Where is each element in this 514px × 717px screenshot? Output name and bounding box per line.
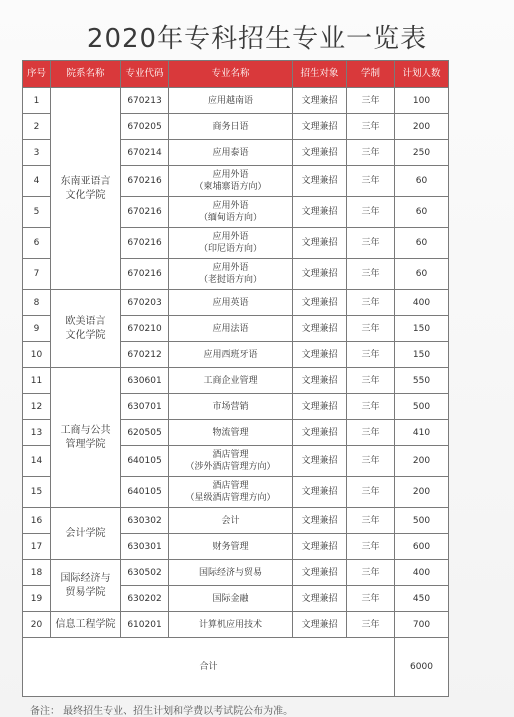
row-number: 2 — [23, 114, 51, 140]
major-code: 630302 — [121, 508, 169, 534]
study-years: 三年 — [347, 612, 395, 638]
major-name-line: （缅甸语方向） — [198, 213, 262, 223]
major-name-line: 商务日语 — [212, 121, 249, 132]
major-code: 640105 — [121, 477, 169, 508]
study-years: 三年 — [347, 259, 395, 290]
college-name — [51, 368, 121, 508]
study-years: 三年 — [347, 140, 395, 166]
enroll-target: 文理兼招 — [293, 140, 347, 166]
major-name-line: 应用外语 — [212, 263, 249, 273]
study-years: 三年 — [347, 88, 395, 114]
enroll-target: 文理兼招 — [293, 534, 347, 560]
row-number: 13 — [23, 420, 51, 446]
enroll-target: 文理兼招 — [293, 316, 347, 342]
plan-count: 400 — [395, 560, 449, 586]
major-code: 620505 — [121, 420, 169, 446]
enroll-target: 文理兼招 — [293, 560, 347, 586]
major-name — [169, 612, 293, 638]
major-code: 670216 — [121, 166, 169, 197]
major-code: 630301 — [121, 534, 169, 560]
table-body — [23, 88, 449, 697]
study-years: 三年 — [347, 394, 395, 420]
major-name — [169, 477, 293, 508]
study-years: 三年 — [347, 290, 395, 316]
college-name-line: 欧美语言 — [65, 315, 106, 327]
enroll-target: 文理兼招 — [293, 166, 347, 197]
total-row — [23, 638, 449, 697]
row-number: 15 — [23, 477, 51, 508]
header-college: 院系名称 — [51, 61, 121, 88]
college-name-line: 文化学院 — [65, 329, 106, 341]
header-years: 学制 — [347, 61, 395, 88]
major-name — [169, 446, 293, 477]
major-name-line: 酒店管理 — [212, 481, 249, 491]
college-name-line: 东南亚语言 — [60, 175, 111, 187]
row-number: 16 — [23, 508, 51, 534]
study-years: 三年 — [347, 368, 395, 394]
row-number: 19 — [23, 586, 51, 612]
major-code: 670214 — [121, 140, 169, 166]
enroll-target: 文理兼招 — [293, 446, 347, 477]
major-code: 630601 — [121, 368, 169, 394]
college-name-line: 贸易学院 — [65, 586, 106, 598]
major-name — [169, 342, 293, 368]
major-name — [169, 197, 293, 228]
major-code: 630202 — [121, 586, 169, 612]
plan-count: 60 — [395, 166, 449, 197]
plan-count: 150 — [395, 342, 449, 368]
major-name-line: 应用英语 — [212, 297, 249, 308]
plan-count: 600 — [395, 534, 449, 560]
major-name — [169, 560, 293, 586]
row-number: 4 — [23, 166, 51, 197]
major-name-line: 工商企业管理 — [203, 375, 258, 386]
study-years: 三年 — [347, 586, 395, 612]
college-name-line: 文化学院 — [65, 189, 106, 201]
major-name — [169, 259, 293, 290]
header-target: 招生对象 — [293, 61, 347, 88]
footnote: 备注： 最终招生专业、招生计划和学费以考试院公布为准。 — [30, 706, 294, 717]
major-name — [169, 316, 293, 342]
row-number: 1 — [23, 88, 51, 114]
study-years: 三年 — [347, 446, 395, 477]
enroll-target: 文理兼招 — [293, 290, 347, 316]
plan-count: 60 — [395, 197, 449, 228]
plan-count: 200 — [395, 446, 449, 477]
study-years: 三年 — [347, 166, 395, 197]
major-name-line: 应用泰语 — [212, 147, 249, 158]
study-years: 三年 — [347, 534, 395, 560]
major-name — [169, 586, 293, 612]
row-number: 6 — [23, 228, 51, 259]
study-years: 三年 — [347, 342, 395, 368]
header-row — [23, 61, 449, 88]
study-years: 三年 — [347, 477, 395, 508]
major-name-line: 应用法语 — [212, 323, 249, 334]
major-code: 670205 — [121, 114, 169, 140]
major-name-line: 物流管理 — [212, 427, 249, 438]
plan-count: 100 — [395, 88, 449, 114]
college-name — [51, 612, 121, 638]
enroll-target: 文理兼招 — [293, 477, 347, 508]
major-name-line: 市场营销 — [212, 401, 249, 412]
college-name — [51, 508, 121, 560]
major-name-line: 应用外语 — [212, 232, 249, 242]
major-name-line: 应用越南语 — [207, 95, 253, 106]
major-name-line: 应用外语 — [212, 201, 249, 211]
header-major: 专业名称 — [169, 61, 293, 88]
table-row — [23, 290, 449, 316]
major-code: 630701 — [121, 394, 169, 420]
row-number: 12 — [23, 394, 51, 420]
major-code: 670213 — [121, 88, 169, 114]
total-value: 6000 — [395, 638, 449, 697]
header-no: 序号 — [23, 61, 51, 88]
major-name — [169, 290, 293, 316]
enroll-target: 文理兼招 — [293, 342, 347, 368]
major-code: 670212 — [121, 342, 169, 368]
college-name-line: 工商与公共 — [60, 424, 111, 436]
table-row — [23, 560, 449, 586]
college-name — [51, 290, 121, 368]
major-name — [169, 88, 293, 114]
row-number: 20 — [23, 612, 51, 638]
row-number: 14 — [23, 446, 51, 477]
plan-count: 400 — [395, 290, 449, 316]
major-name-line: 应用外语 — [212, 170, 249, 180]
header-count: 计划人数 — [395, 61, 449, 88]
study-years: 三年 — [347, 114, 395, 140]
major-name-line: （涉外酒店管理方向） — [185, 462, 276, 472]
table-row — [23, 508, 449, 534]
enroll-target: 文理兼招 — [293, 394, 347, 420]
plan-count: 500 — [395, 508, 449, 534]
header-code: 专业代码 — [121, 61, 169, 88]
major-name-line: 财务管理 — [212, 541, 249, 552]
major-name-line: 会计 — [221, 515, 240, 526]
row-number: 8 — [23, 290, 51, 316]
plan-count: 60 — [395, 259, 449, 290]
plan-count: 700 — [395, 612, 449, 638]
college-name-line: 会计学院 — [65, 527, 106, 539]
enroll-target: 文理兼招 — [293, 259, 347, 290]
row-number: 10 — [23, 342, 51, 368]
major-name-line: （印尼语方向） — [198, 244, 262, 254]
plan-count: 200 — [395, 114, 449, 140]
plan-count: 250 — [395, 140, 449, 166]
row-number: 7 — [23, 259, 51, 290]
major-name — [169, 420, 293, 446]
college-name — [51, 560, 121, 612]
major-name-line: 国际经济与贸易 — [198, 567, 262, 578]
row-number: 3 — [23, 140, 51, 166]
major-name-line: 酒店管理 — [212, 450, 249, 460]
college-name-line: 信息工程学院 — [55, 618, 116, 630]
enroll-target: 文理兼招 — [293, 114, 347, 140]
table-row — [23, 612, 449, 638]
major-code: 670216 — [121, 259, 169, 290]
plan-count: 500 — [395, 394, 449, 420]
plan-count: 200 — [395, 477, 449, 508]
enroll-target: 文理兼招 — [293, 368, 347, 394]
study-years: 三年 — [347, 228, 395, 259]
major-name-line: （星级酒店管理方向） — [185, 493, 276, 503]
enroll-target: 文理兼招 — [293, 586, 347, 612]
major-code: 670203 — [121, 290, 169, 316]
major-name-line: 应用西班牙语 — [203, 349, 258, 360]
study-years: 三年 — [347, 508, 395, 534]
study-years: 三年 — [347, 560, 395, 586]
row-number: 11 — [23, 368, 51, 394]
major-name-line: （柬埔寨语方向） — [194, 182, 267, 192]
table-row — [23, 368, 449, 394]
major-name — [169, 368, 293, 394]
enroll-target: 文理兼招 — [293, 88, 347, 114]
enroll-target: 文理兼招 — [293, 612, 347, 638]
major-code: 670216 — [121, 197, 169, 228]
major-code: 630502 — [121, 560, 169, 586]
major-code: 610201 — [121, 612, 169, 638]
study-years: 三年 — [347, 197, 395, 228]
row-number: 18 — [23, 560, 51, 586]
enroll-target: 文理兼招 — [293, 228, 347, 259]
major-name — [169, 114, 293, 140]
major-code: 640105 — [121, 446, 169, 477]
college-name — [51, 88, 121, 290]
major-name — [169, 166, 293, 197]
major-name — [169, 228, 293, 259]
plan-count: 60 — [395, 228, 449, 259]
page-title: 2020年专科招生专业一览表 — [86, 24, 428, 54]
plan-count: 410 — [395, 420, 449, 446]
row-number: 9 — [23, 316, 51, 342]
major-name — [169, 140, 293, 166]
table-row — [23, 88, 449, 114]
study-years: 三年 — [347, 316, 395, 342]
row-number: 5 — [23, 197, 51, 228]
major-name — [169, 394, 293, 420]
major-name — [169, 534, 293, 560]
major-name-line: 计算机应用技术 — [198, 619, 262, 630]
major-name-line: 国际金融 — [212, 593, 249, 604]
enrollment-table — [22, 60, 449, 697]
study-years: 三年 — [347, 420, 395, 446]
college-name-line: 国际经济与 — [60, 572, 111, 584]
major-code: 670210 — [121, 316, 169, 342]
plan-count: 450 — [395, 586, 449, 612]
plan-count: 150 — [395, 316, 449, 342]
enroll-target: 文理兼招 — [293, 197, 347, 228]
enroll-target: 文理兼招 — [293, 508, 347, 534]
row-number: 17 — [23, 534, 51, 560]
plan-count: 550 — [395, 368, 449, 394]
major-code: 670216 — [121, 228, 169, 259]
college-name-line: 管理学院 — [65, 438, 106, 450]
total-label: 合计 — [23, 638, 395, 697]
major-name-line: （老挝语方向） — [198, 275, 262, 285]
enroll-target: 文理兼招 — [293, 420, 347, 446]
major-name — [169, 508, 293, 534]
